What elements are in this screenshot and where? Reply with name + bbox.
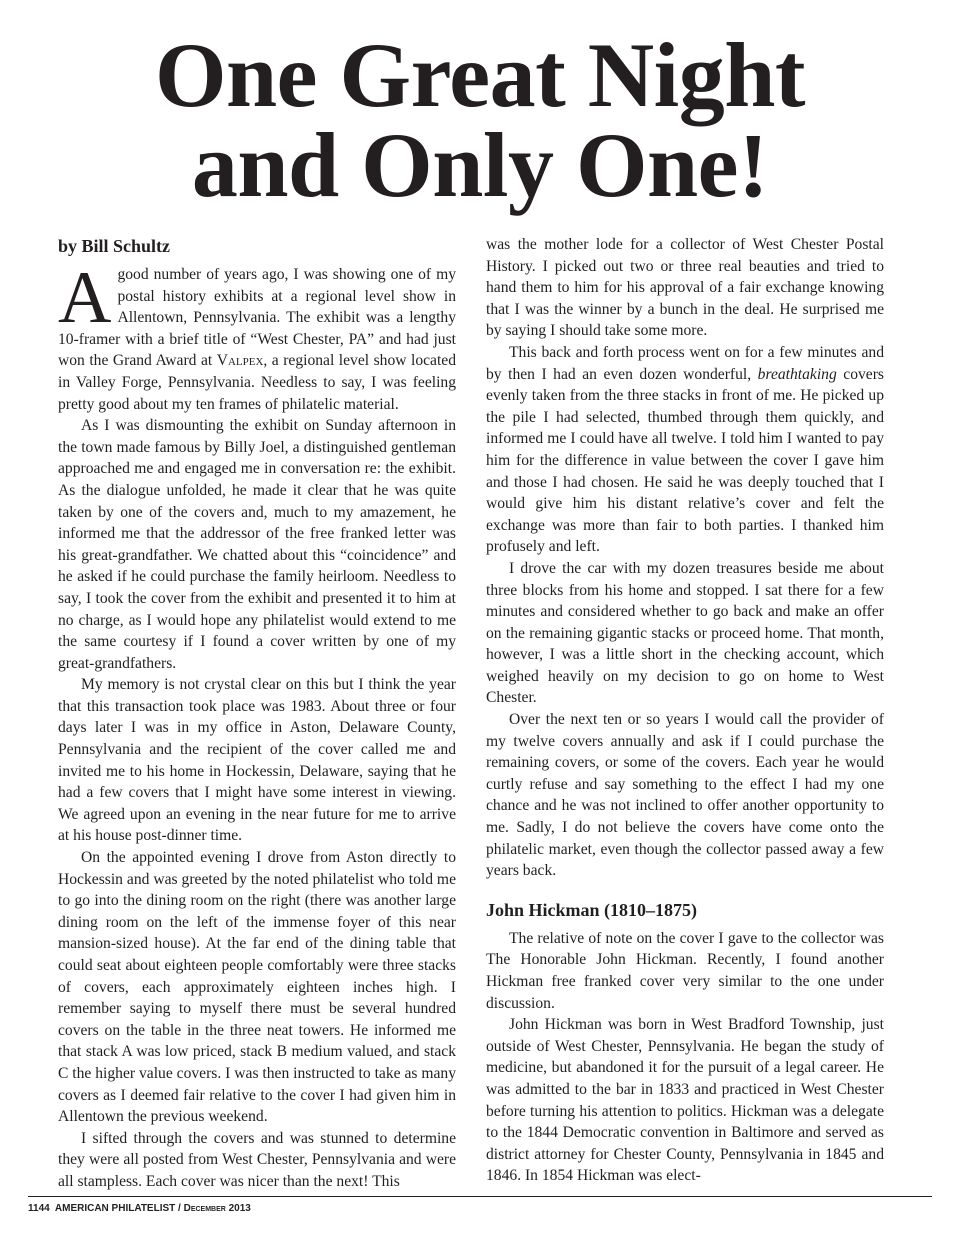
- page-footer: [28, 1196, 932, 1214]
- paragraph-text: This back and forth process went on for a few minutes and by then I had an even dozen wonderful,: [486, 343, 884, 383]
- section-heading: John Hickman (1810–1875): [486, 899, 698, 920]
- title-line-2: and Only One!: [191, 114, 769, 216]
- issue-month: December: [183, 1203, 226, 1214]
- paragraph: I sifted through the covers and was stunned to determine they were all posted from West Chester, Pennsylvania and were all stampless. Each cover was nicer than the next! This: [58, 1129, 456, 1190]
- article-title: [0, 24, 960, 216]
- paragraph: Over the next ten or so years I would call the provider of my twelve covers annually and ask if I could purchase the remaining covers, or some of the covers. Each year he would curtly refuse and say something to the effect I had my one chance and he was not inclined to offer another opportunity to me. Sadly, I do not believe the covers have come onto the philatelic market, even though the collector passed away a few years back.: [486, 711, 884, 880]
- title-line-1: One Great Night: [154, 24, 806, 126]
- paragraph: [486, 342, 884, 558]
- page-number: 1144: [28, 1203, 50, 1214]
- publication-name: AMERICAN PHILATELIST: [54, 1203, 176, 1214]
- issue-year: 2013: [228, 1203, 251, 1214]
- byline: by Bill Schultz: [58, 236, 171, 256]
- paragraph-text: covers evenly taken from the three stacks in front of me. He picked up the pile I had selected, thumbed through them quickly, and informed me I could have all twelve. I told him I wanted to pay him for the difference in value between the cover I gave him and those I had chosen. He said he was deeply touched that I would give him his distant relative’s cover and felt the exchange was more than fair to both parties. I thanked him profusely and left.: [486, 365, 884, 556]
- paragraph: As I was dismounting the exhibit on Sunday afternoon in the town made famous by Billy Joel, a distinguished gentleman approached me and engaged me in conversation re: the exhibit. As the dialogue unfolded, he made it clear that he was quite taken by one of the covers and, much to my amazement, he informed me that the addressor of the free franked letter was his great-grandfather. We chatted about this “coincidence” and he asked if he could purchase the family heirloom. Needless to say, I took the cover from the exhibit and presented it to him at no charge, as I would hope any philatelist would extend to me the same courtesy if I found a cover written by one of my great-grandfathers.: [58, 417, 456, 672]
- paragraph: was the mother lode for a collector of West Chester Postal History. I picked out two or three real beauties and tried to hand them to him for his approval of a fair exchange knowing that I was the winner by a bunch in the deal. He surprised me by saying I should take some more.: [486, 236, 884, 340]
- paragraph: I drove the car with my dozen treasures beside me about three blocks from his home and stopped. I sat there for a few minutes and considered whether to go back and make an offer on the remaining gigantic stacks or proceed home. That month, however, I was a little short in the checking account, which weighed heavily on my decision to go on home to West Chester.: [486, 559, 884, 707]
- paragraph-text: good number of years ago, I was showing one of my postal history exhibits at a regional level show in Allentown, Pennsylvania. The exhibit was a lengthy 10-framer with a brief title of “West Chester, PA” and had just won the Grand Award at: [58, 266, 456, 370]
- left-column: [58, 234, 456, 1193]
- emphasis-text: breathtaking: [757, 365, 837, 383]
- footer-separator: /: [175, 1203, 184, 1214]
- paragraph: On the appointed evening I drove from Aston directly to Hockessin and was greeted by the noted philatelist who told me to go into the dining room on the right (there was another large dining room on the left of the immense foyer of this near mansion-sized house). At the far end of the dining table that could seat about eighteen people comfortably were three stacks of covers, each approximately eighteen inches high. I remember saying to myself there must be several hundred covers on the table in the three neat towers. He informed me that stack A was low priced, stack B medium valued, and stack C the higher value covers. I was then instructed to take as many covers as I deemed fair relative to the cover I had given him in Allentown the previous weekend.: [58, 849, 456, 1126]
- drop-cap: A: [58, 257, 112, 339]
- right-column: [486, 234, 884, 1187]
- paragraph: [58, 257, 457, 415]
- paragraph: The relative of note on the cover I gave to the collector was The Honorable John Hickman. Recently, I found another Hickman free franked cover very similar to the one under discussion.: [486, 929, 884, 1012]
- paragraph-text: , a regional level show located in Valley Forge, Pennsylvania. Needless to say, I was feeling pretty good about my ten frames of philatelic material.: [58, 352, 457, 413]
- paragraph: My memory is not crystal clear on this but I think the year that this transaction took place was 1983. About three or four days later I was in my office in Aston, Delaware County, Pennsylvania and the recipient of the cover called me and invited me to his home in Hockessin, Delaware, saying that he had a few covers that I might have some interest in viewing. We agreed upon an evening in the near future for me to arrive at his house post-dinner time.: [58, 676, 456, 845]
- paragraph: John Hickman was born in West Bradford Township, just outside of West Chester, Pennsylvania. He began the study of medicine, but abandoned it for the pursuit of a legal career. He was admitted to the bar in 1833 and practiced in West Chester before turning his attention to politics. Hickman was a delegate to the 1844 Democratic convention in Baltimore and served as district attorney for Chester County, Pennsylvania in 1845 and 1846. In 1854 Hickman was elect-: [486, 1016, 884, 1185]
- show-name: Valpex: [216, 352, 264, 370]
